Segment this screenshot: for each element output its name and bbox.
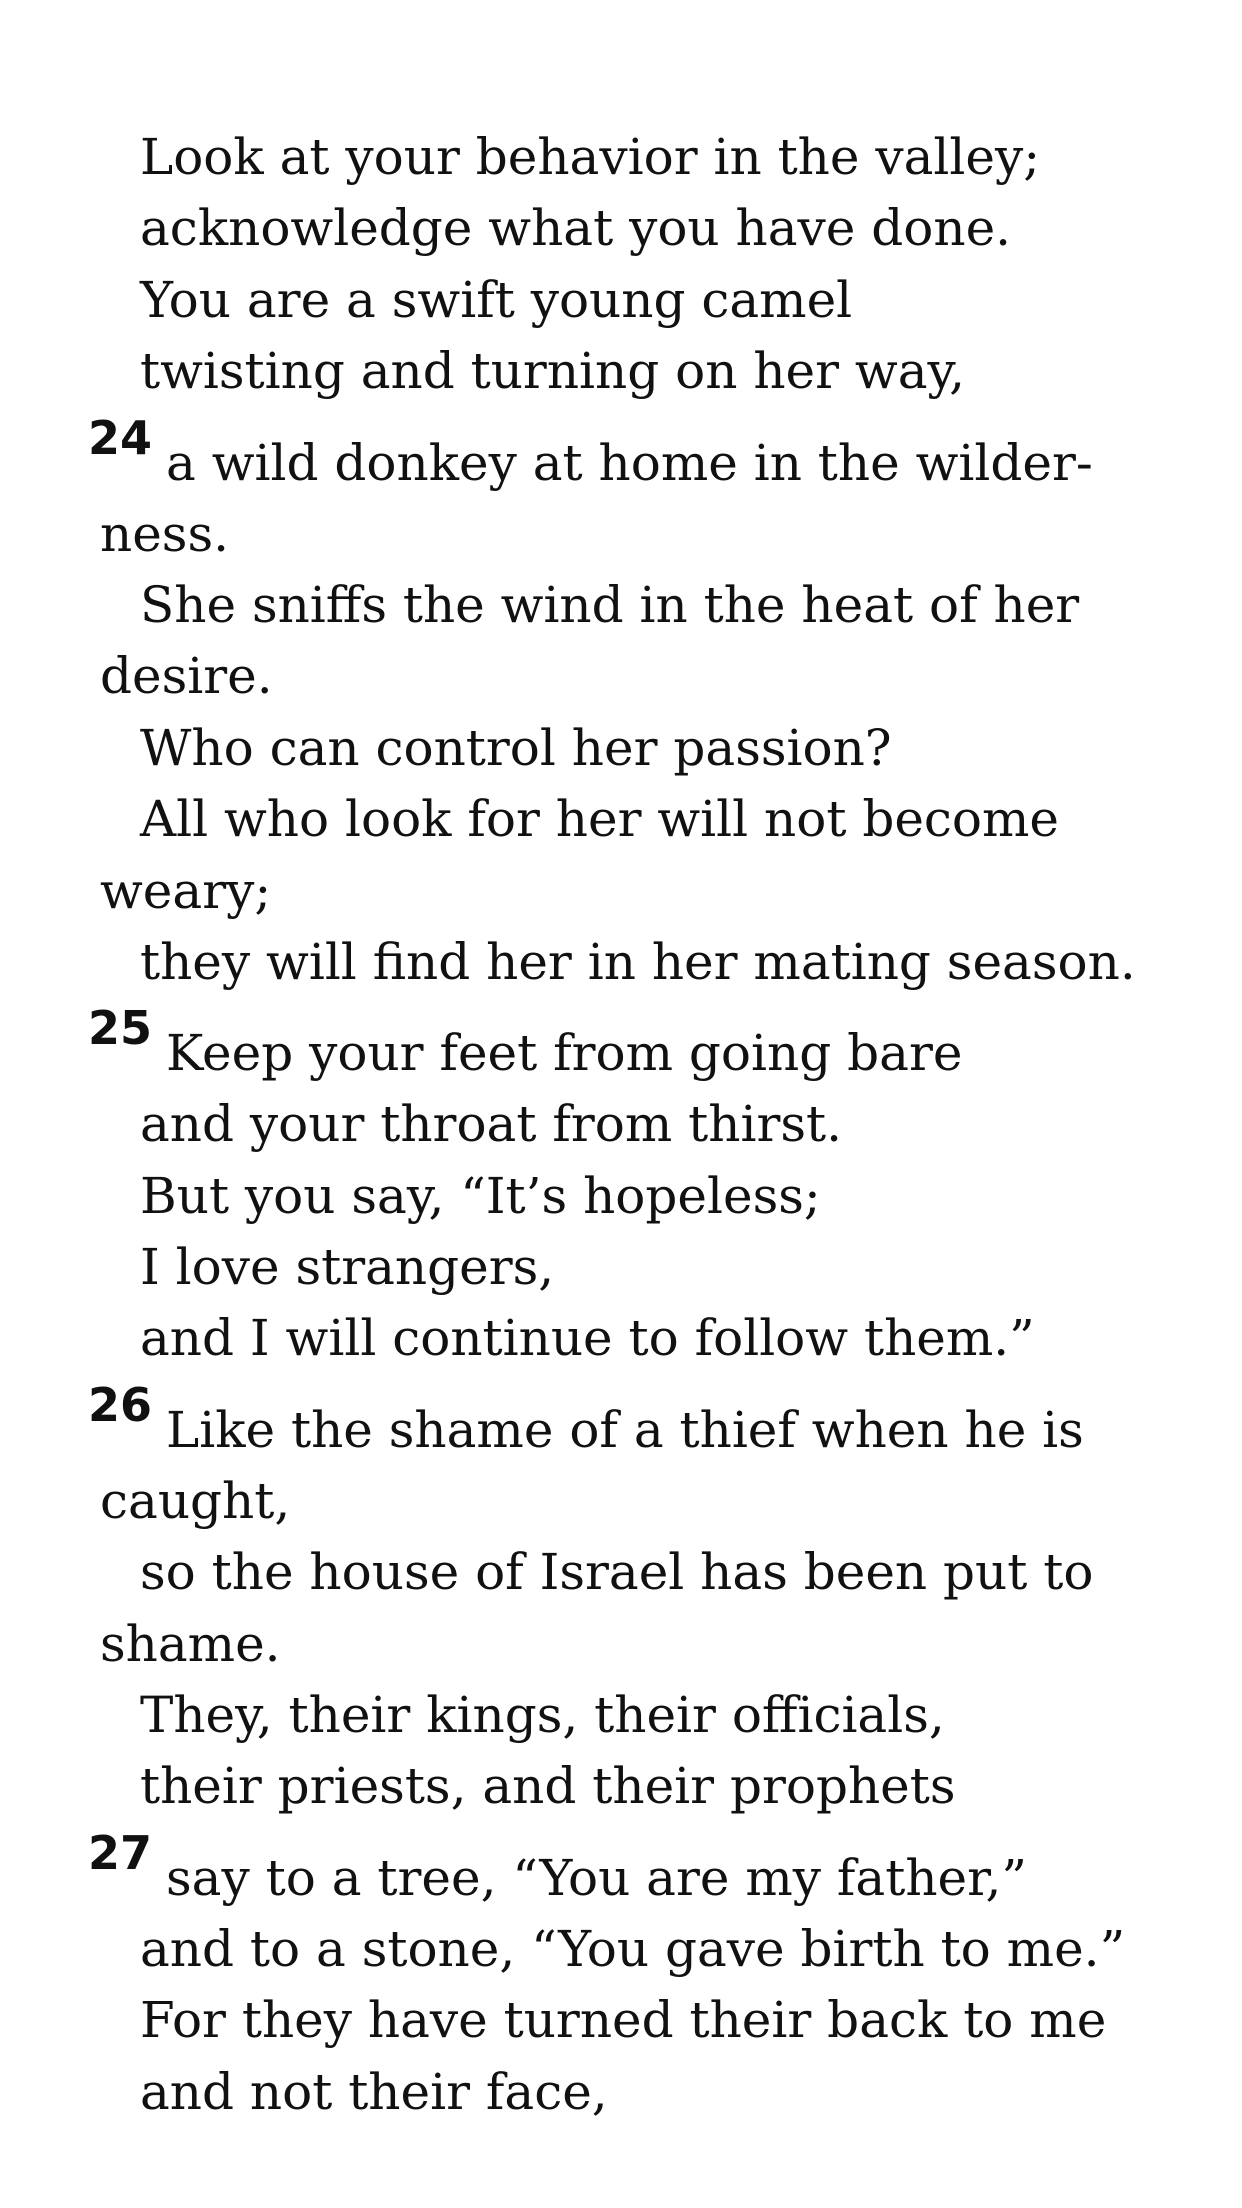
verse-26 (88, 1375, 1160, 1466)
poetry-line: their priests, and their prophets (140, 1757, 956, 1816)
poetry-line: All who look for her will not become (140, 790, 1060, 849)
poetry-line-wrap: shame. (100, 1614, 281, 1673)
poetry-line-wrap: caught, (100, 1471, 291, 1530)
poetry-line: so the house of Israel has been put to (140, 1543, 1094, 1602)
poetry-line: She sniffs the wind in the heat of her (140, 575, 1080, 634)
verse-24 (88, 408, 1160, 499)
poetry-line: Look at your behavior in the valley; (140, 128, 1041, 186)
poetry-line: Who can control her passion? (140, 718, 892, 777)
verse-number[interactable]: 25 (88, 1001, 153, 1056)
verse-25 (88, 998, 1160, 1089)
poetry-line: they will find her in her mating season. (140, 932, 1136, 991)
poetry-line: They, their kings, their officials, (140, 1686, 945, 1745)
poetry-line: acknowledge what you have done. (140, 199, 1012, 258)
poetry-line-wrap: ness. (100, 504, 230, 563)
poetry-line: say to a tree, “You are my father,” (166, 1848, 1027, 1907)
poetry-line: Like the shame of a thief when he is (166, 1400, 1084, 1459)
poetry-line: twisting and turning on her way, (140, 342, 966, 401)
verse-number[interactable]: 24 (88, 410, 153, 465)
poetry-line: and I will continue to follow them.” (140, 1309, 1035, 1368)
poetry-line: I love strangers, (140, 1238, 555, 1297)
scripture-passage (88, 122, 1160, 2128)
poetry-line: and your throat from thirst. (140, 1095, 843, 1154)
verse-number[interactable]: 26 (88, 1377, 153, 1432)
verse-27 (88, 1823, 1160, 1914)
poetry-line: and not their face, (140, 2062, 608, 2121)
poetry-line-wrap: desire. (100, 647, 273, 706)
poetry-line: and to a stone, “You gave birth to me.” (140, 1919, 1126, 1978)
poetry-line: For they have turned their back to me (140, 1991, 1107, 2050)
poetry-line: Keep your feet from going bare (166, 1024, 963, 1083)
poetry-line: But you say, “It’s hopeless; (140, 1166, 821, 1225)
poetry-line: a wild donkey at home in the wilder- (166, 433, 1093, 492)
poetry-line-wrap: weary; (100, 861, 272, 920)
verse-number[interactable]: 27 (88, 1825, 153, 1880)
poetry-line: You are a swift young camel (140, 270, 853, 329)
